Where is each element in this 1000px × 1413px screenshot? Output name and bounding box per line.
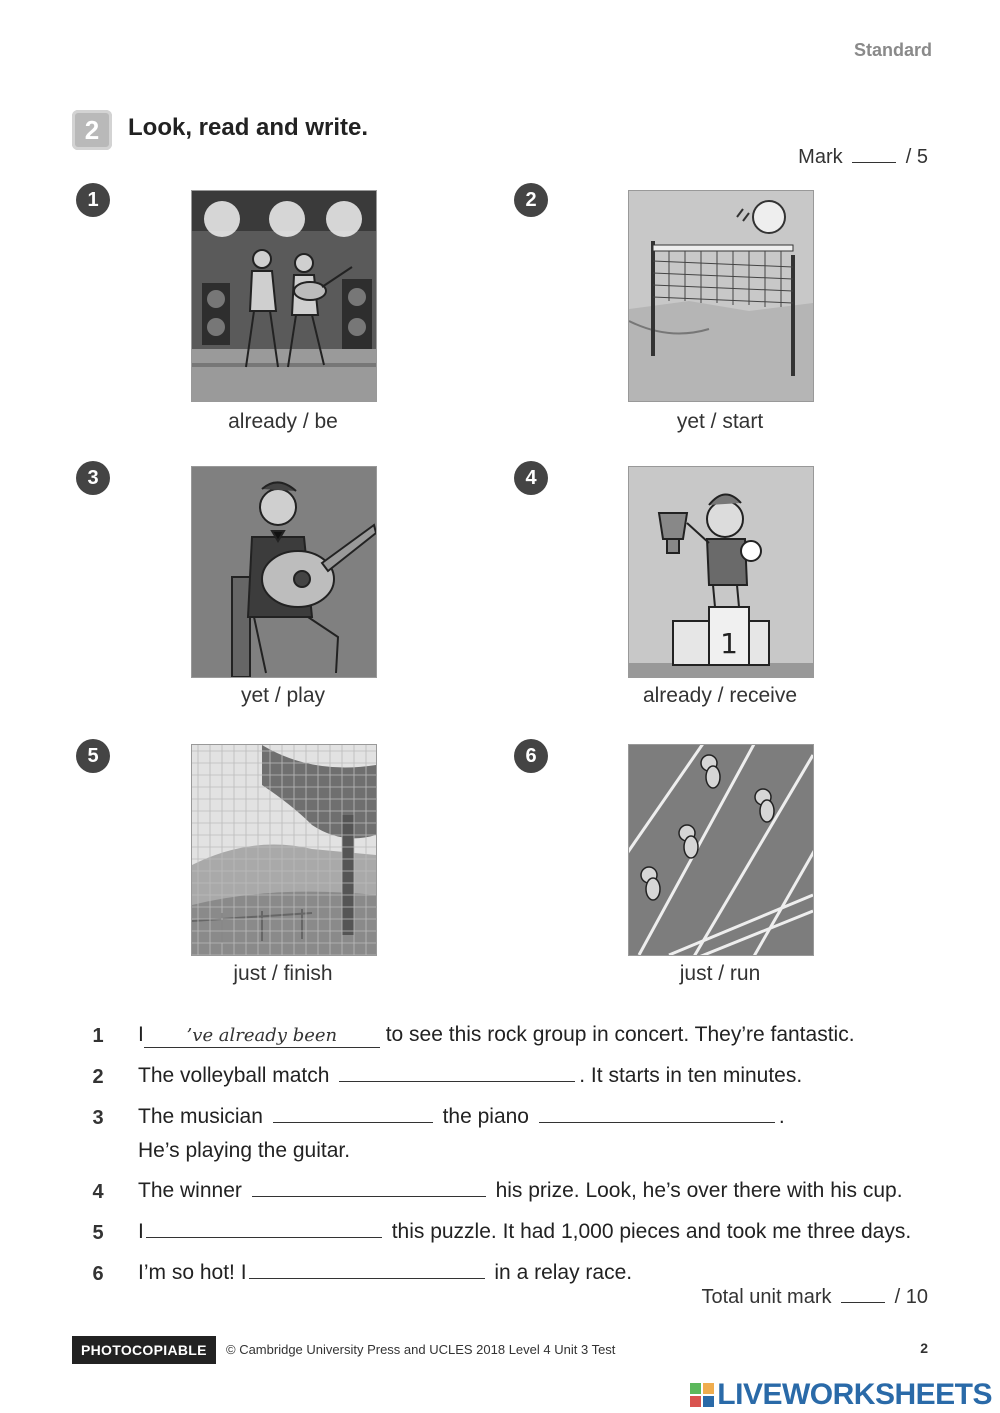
- answer-field-6[interactable]: [249, 1277, 485, 1279]
- answer-field-2[interactable]: [339, 1080, 575, 1082]
- picture-caption-6: just / run: [679, 962, 761, 985]
- question-4: The winner his prize. Look, he’s over there with his cup.: [138, 1179, 903, 1202]
- level-label: Standard: [853, 40, 932, 60]
- liveworksheets-text: LIVEWORKSHEETS: [717, 1378, 992, 1411]
- mark-label: Mark: [798, 146, 843, 168]
- question-number-4: 4: [92, 1181, 104, 1203]
- answer-field-3a[interactable]: [273, 1121, 433, 1123]
- picture-caption-5: just / finish: [233, 962, 333, 985]
- question-3-line-2: He’s playing the guitar.: [138, 1139, 351, 1162]
- total-label: Total unit mark: [701, 1286, 832, 1308]
- liveworksheets-logo: [689, 1378, 992, 1412]
- liveworksheets-cube-icon: [689, 1382, 715, 1408]
- trophy-winner-icon: [628, 466, 814, 678]
- question-number-3: 3: [92, 1107, 104, 1129]
- picture-number-6: 6: [514, 739, 548, 773]
- picture-number-2: 2: [514, 183, 548, 217]
- photocopiable-tag: PHOTOCOPIABLE: [72, 1336, 216, 1364]
- rock-concert-icon: [191, 190, 377, 402]
- exercise-title: Look, read and write.: [128, 114, 369, 141]
- picture-number-1: 1: [76, 183, 110, 217]
- picture-number-5: 5: [76, 739, 110, 773]
- question-number-6: 6: [92, 1263, 104, 1285]
- answer-field-4[interactable]: [252, 1195, 486, 1197]
- question-6: I’m so hot! I in a relay race.: [138, 1261, 633, 1284]
- exercise-number-badge: 2: [72, 110, 112, 150]
- question-1: I ’ve already been to see this rock group in concert. They’re fantastic.: [138, 1023, 855, 1046]
- picture-caption-1: already / be: [228, 410, 338, 433]
- question-number-2: 2: [92, 1066, 104, 1088]
- guitarist-icon: [191, 466, 377, 678]
- question-3: The musician the piano .: [138, 1105, 785, 1128]
- question-2: The volleyball match . It starts in ten minutes.: [138, 1064, 803, 1087]
- mark-blank[interactable]: [852, 161, 896, 163]
- picture-number-4: 4: [514, 461, 548, 495]
- total-mark: [701, 1286, 928, 1309]
- total-blank[interactable]: [841, 1301, 885, 1303]
- mark-total: / 5: [905, 146, 928, 168]
- picture-number-3: 3: [76, 461, 110, 495]
- mark-field: [798, 146, 928, 169]
- total-value: / 10: [894, 1286, 928, 1308]
- volleyball-net-icon: [628, 190, 814, 402]
- relay-race-icon: [628, 744, 814, 956]
- question-number-1: 1: [92, 1025, 104, 1047]
- copyright-text: © Cambridge University Press and UCLES 2018 Level 4 Unit 3 Test: [226, 1342, 616, 1357]
- question-5: I this puzzle. It had 1,000 pieces and took me three days.: [138, 1220, 912, 1243]
- question-number-5: 5: [92, 1222, 104, 1244]
- svg-text:1: 1: [720, 627, 738, 660]
- answer-field-3b[interactable]: [539, 1121, 775, 1123]
- answer-field-1[interactable]: ’ve already been: [144, 1025, 380, 1048]
- puzzle-icon: [191, 744, 377, 956]
- picture-caption-3: yet / play: [240, 684, 326, 707]
- page-number: 2: [920, 1340, 928, 1356]
- picture-caption-4: already / receive: [642, 684, 798, 707]
- answer-field-5[interactable]: [146, 1236, 382, 1238]
- picture-caption-2: yet / start: [676, 410, 764, 433]
